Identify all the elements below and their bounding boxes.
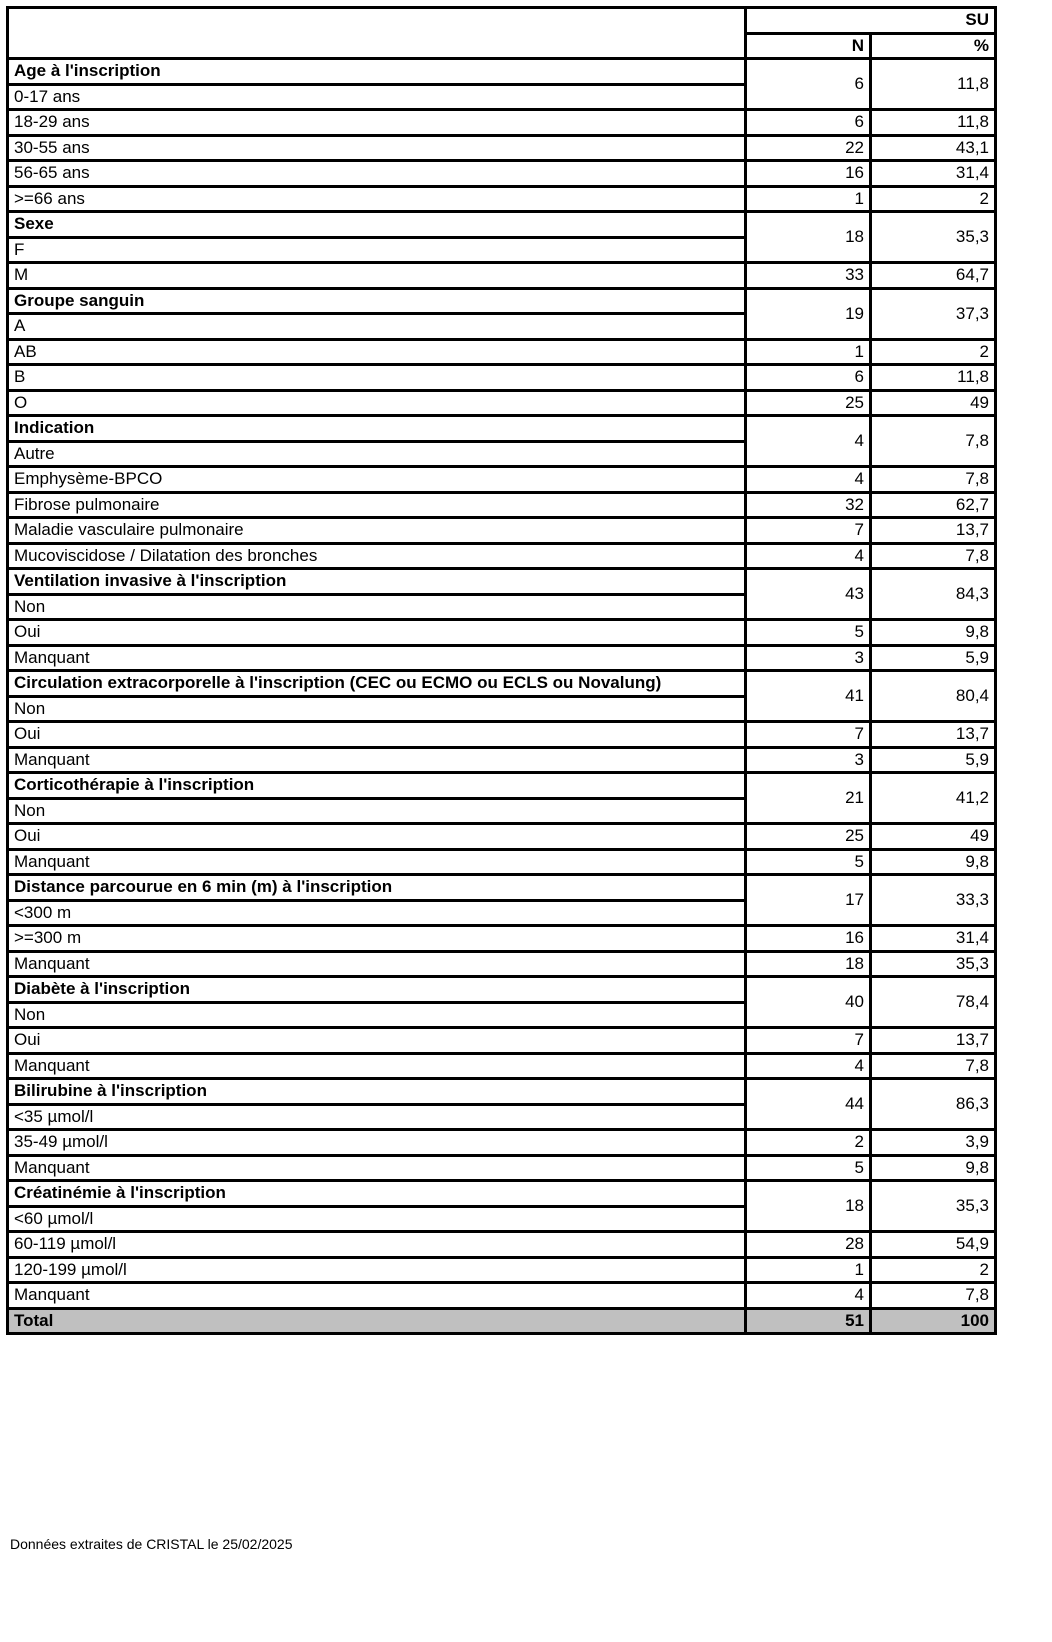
row-label: B <box>8 365 746 391</box>
table-row <box>8 161 996 187</box>
table-row <box>8 926 996 952</box>
cell-pct: 84,3 <box>871 569 996 620</box>
cell-pct: 78,4 <box>871 977 996 1028</box>
section-title-row <box>8 416 996 442</box>
cell-pct: 43,1 <box>871 135 996 161</box>
header-col-pct: % <box>871 33 996 59</box>
cell-n: 4 <box>746 543 871 569</box>
row-label: Oui <box>8 824 746 850</box>
section-title-row <box>8 977 996 1003</box>
section-title: Corticothérapie à l'inscription <box>8 773 746 799</box>
cell-n: 6 <box>746 59 871 110</box>
cell-n: 7 <box>746 1028 871 1054</box>
cell-pct: 7,8 <box>871 1053 996 1079</box>
cell-pct: 9,8 <box>871 1155 996 1181</box>
row-label: Non <box>8 594 746 620</box>
cell-n: 33 <box>746 263 871 289</box>
row-label: <300 m <box>8 900 746 926</box>
row-label: Oui <box>8 722 746 748</box>
header-row-group <box>8 8 996 34</box>
cell-pct: 3,9 <box>871 1130 996 1156</box>
section-title: Créatinémie à l'inscription <box>8 1181 746 1207</box>
row-label: Oui <box>8 620 746 646</box>
table-row <box>8 518 996 544</box>
section-title: Sexe <box>8 212 746 238</box>
cell-pct: 2 <box>871 186 996 212</box>
row-label: 60-119 µmol/l <box>8 1232 746 1258</box>
table-row <box>8 1232 996 1258</box>
cell-n: 21 <box>746 773 871 824</box>
total-pct: 100 <box>871 1308 996 1334</box>
cell-n: 4 <box>746 416 871 467</box>
table-row <box>8 1155 996 1181</box>
cell-pct: 49 <box>871 824 996 850</box>
cell-n: 43 <box>746 569 871 620</box>
cell-pct: 49 <box>871 390 996 416</box>
cell-n: 18 <box>746 212 871 263</box>
cell-pct: 41,2 <box>871 773 996 824</box>
section-title: Circulation extracorporelle à l'inscription (CEC ou ECMO ou ECLS ou Novalung) <box>8 671 746 697</box>
header-group-label: SU <box>746 8 996 34</box>
cell-pct: 7,8 <box>871 416 996 467</box>
cell-n: 40 <box>746 977 871 1028</box>
cell-pct: 64,7 <box>871 263 996 289</box>
table-row <box>8 135 996 161</box>
table-row <box>8 263 996 289</box>
cell-n: 28 <box>746 1232 871 1258</box>
cell-pct: 31,4 <box>871 161 996 187</box>
cell-n: 18 <box>746 951 871 977</box>
total-label: Total <box>8 1308 746 1334</box>
row-label: O <box>8 390 746 416</box>
table-row <box>8 849 996 875</box>
table-row <box>8 1130 996 1156</box>
row-label: Oui <box>8 1028 746 1054</box>
row-label: Maladie vasculaire pulmonaire <box>8 518 746 544</box>
cell-pct: 11,8 <box>871 59 996 110</box>
section-title-row <box>8 59 996 85</box>
cell-n: 5 <box>746 620 871 646</box>
row-label: Manquant <box>8 951 746 977</box>
statistics-table-body <box>8 8 996 1334</box>
cell-pct: 9,8 <box>871 620 996 646</box>
section-title: Age à l'inscription <box>8 59 746 85</box>
header-col-n: N <box>746 33 871 59</box>
cell-n: 18 <box>746 1181 871 1232</box>
table-row <box>8 365 996 391</box>
table-row <box>8 467 996 493</box>
section-title-row <box>8 773 996 799</box>
row-label: 120-199 µmol/l <box>8 1257 746 1283</box>
total-n: 51 <box>746 1308 871 1334</box>
cell-pct: 62,7 <box>871 492 996 518</box>
row-label: Autre <box>8 441 746 467</box>
row-label: M <box>8 263 746 289</box>
row-label: Manquant <box>8 747 746 773</box>
row-label: <35 µmol/l <box>8 1104 746 1130</box>
row-label: Non <box>8 798 746 824</box>
row-label: Manquant <box>8 849 746 875</box>
row-label: F <box>8 237 746 263</box>
row-label: <60 µmol/l <box>8 1206 746 1232</box>
section-title-row <box>8 212 996 238</box>
cell-n: 2 <box>746 1130 871 1156</box>
cell-n: 4 <box>746 1283 871 1309</box>
cell-pct: 13,7 <box>871 518 996 544</box>
row-label: 35-49 µmol/l <box>8 1130 746 1156</box>
cell-n: 25 <box>746 390 871 416</box>
cell-n: 3 <box>746 747 871 773</box>
section-title: Ventilation invasive à l'inscription <box>8 569 746 595</box>
row-label: >=300 m <box>8 926 746 952</box>
row-label: Manquant <box>8 645 746 671</box>
cell-pct: 2 <box>871 339 996 365</box>
row-label: Emphysème-BPCO <box>8 467 746 493</box>
cell-pct: 11,8 <box>871 110 996 136</box>
cell-n: 7 <box>746 722 871 748</box>
cell-pct: 2 <box>871 1257 996 1283</box>
row-label: Manquant <box>8 1155 746 1181</box>
table-row <box>8 543 996 569</box>
cell-pct: 86,3 <box>871 1079 996 1130</box>
section-title: Groupe sanguin <box>8 288 746 314</box>
cell-pct: 33,3 <box>871 875 996 926</box>
row-label: 56-65 ans <box>8 161 746 187</box>
section-title-row <box>8 875 996 901</box>
table-row <box>8 492 996 518</box>
cell-n: 32 <box>746 492 871 518</box>
cell-n: 44 <box>746 1079 871 1130</box>
cell-n: 16 <box>746 926 871 952</box>
section-title: Indication <box>8 416 746 442</box>
table-row <box>8 722 996 748</box>
row-label: 0-17 ans <box>8 84 746 110</box>
cell-pct: 37,3 <box>871 288 996 339</box>
cell-n: 3 <box>746 645 871 671</box>
table-row <box>8 1283 996 1309</box>
cell-n: 22 <box>746 135 871 161</box>
cell-n: 1 <box>746 186 871 212</box>
table-row <box>8 186 996 212</box>
row-label: Mucoviscidose / Dilatation des bronches <box>8 543 746 569</box>
row-label: Non <box>8 1002 746 1028</box>
cell-n: 4 <box>746 1053 871 1079</box>
row-label: Manquant <box>8 1053 746 1079</box>
cell-pct: 7,8 <box>871 1283 996 1309</box>
row-label: 30-55 ans <box>8 135 746 161</box>
cell-n: 1 <box>746 339 871 365</box>
row-label: Fibrose pulmonaire <box>8 492 746 518</box>
cell-pct: 13,7 <box>871 1028 996 1054</box>
cell-n: 25 <box>746 824 871 850</box>
cell-n: 19 <box>746 288 871 339</box>
table-row <box>8 1028 996 1054</box>
cell-n: 5 <box>746 1155 871 1181</box>
cell-n: 6 <box>746 110 871 136</box>
section-title-row <box>8 1181 996 1207</box>
cell-pct: 35,3 <box>871 1181 996 1232</box>
table-row <box>8 339 996 365</box>
section-title-row <box>8 1079 996 1105</box>
row-label: 18-29 ans <box>8 110 746 136</box>
statistics-table <box>6 6 997 1335</box>
table-row <box>8 747 996 773</box>
cell-pct: 54,9 <box>871 1232 996 1258</box>
table-row <box>8 645 996 671</box>
cell-n: 4 <box>746 467 871 493</box>
total-row <box>8 1308 996 1334</box>
section-title-row <box>8 288 996 314</box>
cell-n: 16 <box>746 161 871 187</box>
table-row <box>8 1257 996 1283</box>
row-label: Manquant <box>8 1283 746 1309</box>
cell-pct: 7,8 <box>871 467 996 493</box>
cell-pct: 5,9 <box>871 747 996 773</box>
row-label: A <box>8 314 746 340</box>
cell-pct: 35,3 <box>871 212 996 263</box>
cell-n: 1 <box>746 1257 871 1283</box>
cell-n: 6 <box>746 365 871 391</box>
section-title: Diabète à l'inscription <box>8 977 746 1003</box>
section-title: Bilirubine à l'inscription <box>8 1079 746 1105</box>
cell-pct: 7,8 <box>871 543 996 569</box>
cell-pct: 13,7 <box>871 722 996 748</box>
row-label: AB <box>8 339 746 365</box>
table-row <box>8 390 996 416</box>
cell-pct: 9,8 <box>871 849 996 875</box>
table-row <box>8 110 996 136</box>
section-title: Distance parcourue en 6 min (m) à l'inscription <box>8 875 746 901</box>
footnote: Données extraites de CRISTAL le 25/02/2025 <box>10 1536 293 1552</box>
section-title-row <box>8 671 996 697</box>
cell-n: 7 <box>746 518 871 544</box>
cell-pct: 11,8 <box>871 365 996 391</box>
cell-pct: 5,9 <box>871 645 996 671</box>
table-row <box>8 824 996 850</box>
row-label: >=66 ans <box>8 186 746 212</box>
cell-n: 17 <box>746 875 871 926</box>
cell-pct: 31,4 <box>871 926 996 952</box>
row-label: Non <box>8 696 746 722</box>
section-title-row <box>8 569 996 595</box>
cell-n: 41 <box>746 671 871 722</box>
cell-n: 5 <box>746 849 871 875</box>
cell-pct: 80,4 <box>871 671 996 722</box>
table-row <box>8 951 996 977</box>
header-blank-cell <box>8 8 746 59</box>
table-row <box>8 1053 996 1079</box>
cell-pct: 35,3 <box>871 951 996 977</box>
table-row <box>8 620 996 646</box>
